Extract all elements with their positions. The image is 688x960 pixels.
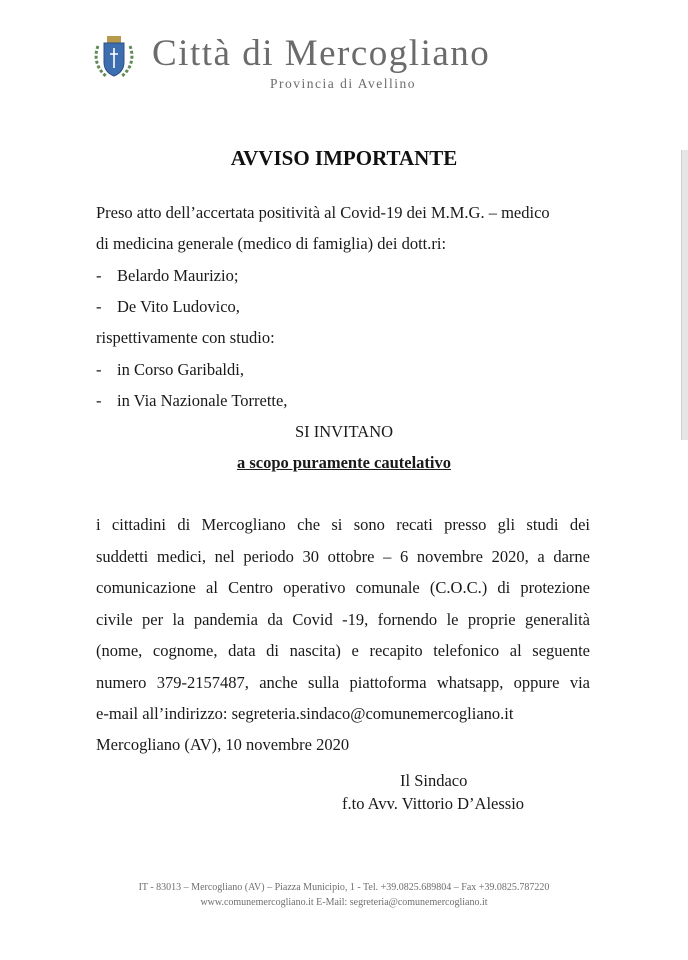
invite-heading: SI INVITANO	[294, 422, 394, 441]
footer-address: IT - 83013 – Mercogliano (AV) – Piazza Municipio, 1 - Tel. +39.0825.689804 – Fax +39.0825.787220	[138, 882, 550, 893]
notice-title: AVVISO IMPORTANTE	[230, 146, 458, 170]
invite-subheading	[0, 453, 688, 473]
intro-line-1: Preso atto dell’accertata positività al Covid-19 dei M.M.G. – medico	[96, 203, 550, 222]
doctor-item	[96, 297, 240, 317]
doctor-item	[96, 266, 238, 286]
signature-name: f.to Avv. Vittorio D’Alessio	[342, 794, 525, 813]
list-dash: -	[96, 266, 102, 285]
date-line: Mercogliano (AV), 10 novembre 2020	[96, 735, 350, 754]
intro-line-2: di medicina generale (medico di famiglia) dei dott.ri:	[96, 234, 447, 253]
studio-address: in Corso Garibaldi,	[117, 360, 244, 379]
body-line: numero 379-2157487, anche sulla piattoforma whatsapp, oppure via	[96, 672, 590, 692]
email-line: e-mail all’indirizzo: segreteria.sindaco@comunemercogliano.it	[96, 704, 514, 723]
invite-subheading-text: a scopo puramente cautelativo	[236, 453, 452, 472]
body-line: suddetti medici, nel periodo 30 ottobre – 6 novembre 2020, a darne	[96, 546, 590, 566]
studio-item	[96, 360, 244, 380]
studio-intro: rispettivamente con studio:	[96, 328, 275, 347]
studio-address: in Via Nazionale Torrette,	[117, 391, 288, 410]
body-line: (nome, cognome, data di nascita) e recapito telefonico al seguente	[96, 641, 590, 660]
scrollbar[interactable]	[681, 150, 688, 440]
body-line: comunicazione al Centro operativo comunale (C.O.C.) di protezione	[96, 578, 590, 597]
city-name: Città di Mercogliano	[152, 33, 491, 74]
coat-of-arms-icon	[92, 32, 136, 80]
province-name: Provincia di Avellino	[270, 76, 416, 91]
body-paragraph	[96, 515, 590, 704]
list-dash: -	[96, 297, 102, 316]
body-line: civile per la pandemia da Covid -19, fornendo le proprie generalità	[96, 609, 590, 629]
signature-role: Il Sindaco	[400, 771, 468, 790]
doctor-name: Belardo Maurizio;	[117, 266, 239, 285]
doctor-name: De Vito Ludovico,	[117, 297, 240, 316]
body-line: i cittadini di Mercogliano che si sono recati presso gli studi dei	[96, 515, 590, 534]
list-dash: -	[96, 391, 102, 410]
studio-item	[96, 391, 287, 411]
letterhead	[90, 28, 560, 98]
footer-contacts: www.comunemercogliano.it E-Mail: segreteria@comunemercogliano.it	[200, 897, 488, 908]
list-dash: -	[96, 360, 102, 379]
